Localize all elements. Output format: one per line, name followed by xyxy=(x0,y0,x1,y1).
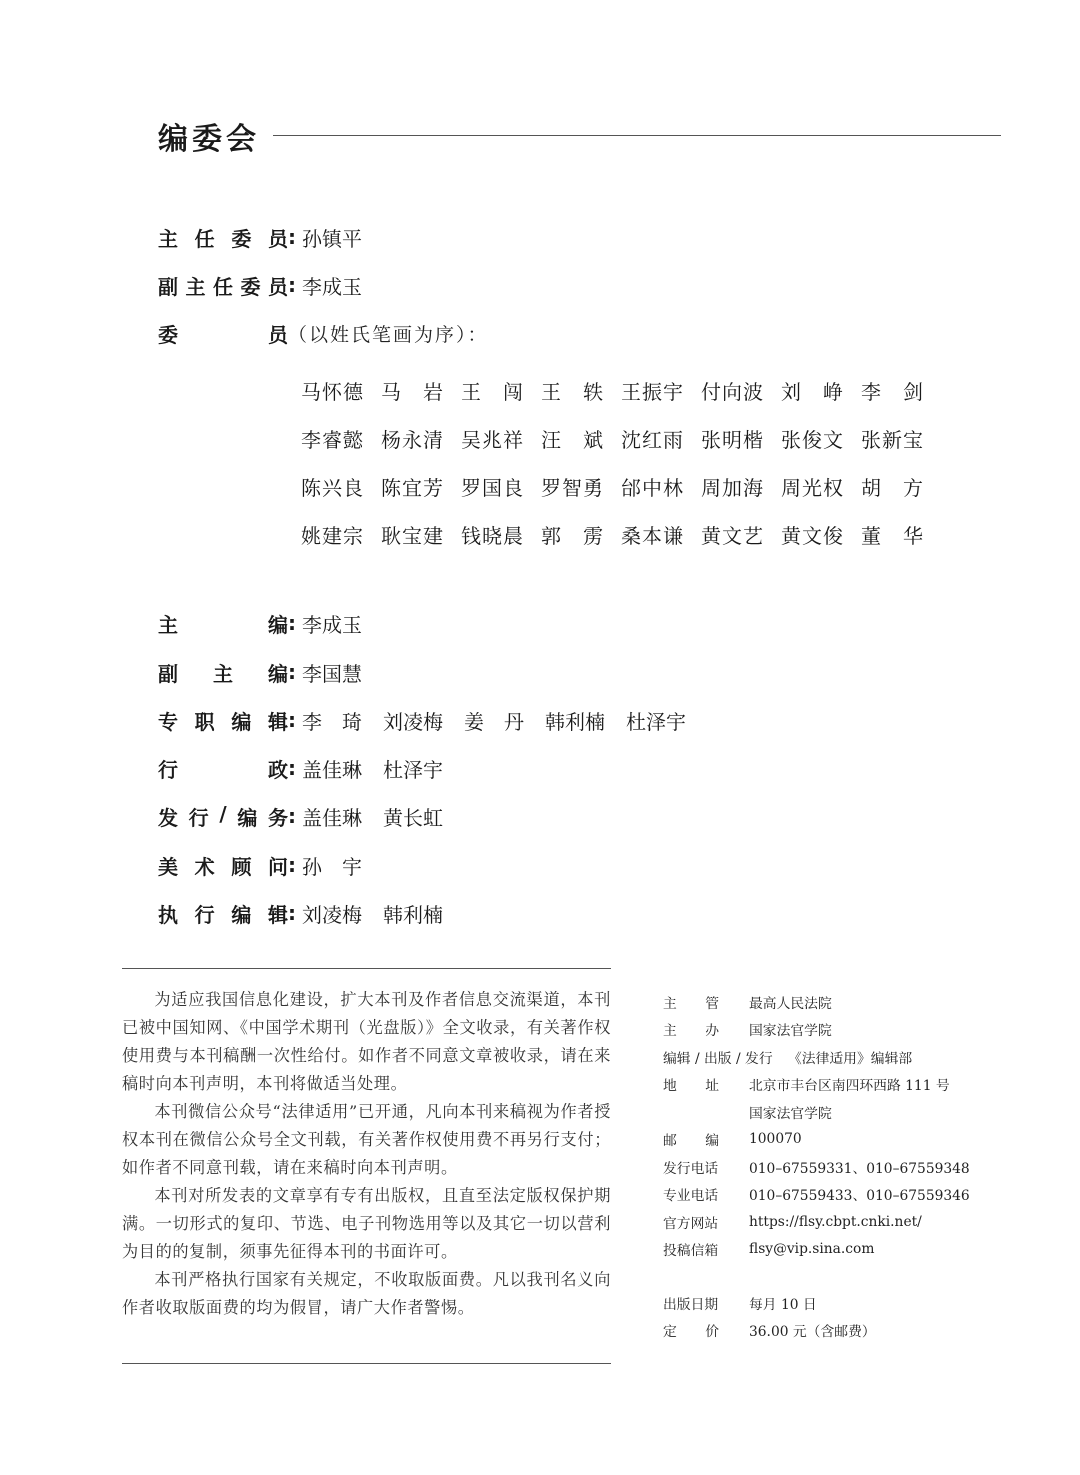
role-colon: : xyxy=(288,660,296,684)
info-row xyxy=(663,1126,970,1154)
info-row xyxy=(663,1098,970,1126)
page-title: 编委会 xyxy=(158,122,260,157)
member-row xyxy=(301,414,941,462)
person-name: 盖佳琳 xyxy=(302,805,362,830)
role-value xyxy=(302,223,383,252)
member-name: 刘 峥 xyxy=(781,379,844,404)
role-value xyxy=(302,802,464,831)
member-name: 王 闯 xyxy=(461,379,524,404)
info-value: 国家法官学院 xyxy=(749,1023,832,1040)
member-name: 周加海 xyxy=(701,475,764,500)
member-name: 李 剑 xyxy=(861,379,924,404)
member-name: 桑本谦 xyxy=(621,523,684,548)
person-name: 李 琦 xyxy=(302,709,362,734)
role-label: 主 任 委 员 xyxy=(158,226,288,251)
role-colon: : xyxy=(288,611,296,635)
role-label: 行 政 xyxy=(158,757,288,782)
members-order-note: （以姓氏笔画为序）： xyxy=(288,323,489,346)
editor-row xyxy=(158,898,464,928)
info-key: 官方网站 xyxy=(663,1215,719,1232)
info-value: 北京市丰台区南四环西路 111 号 xyxy=(749,1078,950,1095)
member-name: 杨永清 xyxy=(381,427,444,452)
role-value xyxy=(302,851,383,880)
member-name: 黄文俊 xyxy=(781,523,844,548)
info-value: 010–67559331、010–67559348 xyxy=(749,1160,970,1177)
editor-row xyxy=(158,801,464,831)
role-value xyxy=(302,271,383,300)
member-name: 董 华 xyxy=(861,523,924,548)
member-name: 胡 方 xyxy=(861,475,924,500)
role-label: 副 主 任 委 员 xyxy=(158,274,288,299)
person-name: 刘凌梅 xyxy=(383,709,443,734)
role-label: 专 职 编 辑 xyxy=(158,709,288,734)
member-name: 耿宝建 xyxy=(381,523,444,548)
member-name: 马 岩 xyxy=(381,379,444,404)
info-key: 出版日期 xyxy=(663,1296,719,1313)
info-row xyxy=(663,1317,970,1345)
member-row xyxy=(301,510,941,558)
member-name: 郭 雳 xyxy=(541,523,604,548)
person-name: 姜 丹 xyxy=(464,709,524,734)
member-name: 王振宇 xyxy=(621,379,684,404)
member-name: 钱晓晨 xyxy=(461,523,524,548)
member-name: 张新宝 xyxy=(861,427,924,452)
person-name: 刘凌梅 xyxy=(302,902,362,927)
label-char: 委 xyxy=(158,322,178,347)
info-key: 投稿信箱 xyxy=(663,1243,719,1260)
role-label xyxy=(158,319,288,348)
info-row xyxy=(663,1208,970,1236)
info-value: 《法律适用》编辑部 xyxy=(788,1050,913,1067)
info-key: 地 址 xyxy=(663,1078,719,1095)
website-link[interactable]: https://flsy.cbpt.cnki.net/ xyxy=(749,1213,922,1230)
info-row xyxy=(663,1236,970,1264)
role-label: 执 行 编 辑 xyxy=(158,902,288,927)
title-rule xyxy=(273,135,1001,136)
person-name: 黄长虹 xyxy=(383,805,443,830)
role-value xyxy=(302,899,464,928)
role-value xyxy=(302,609,383,638)
info-key: 主 管 xyxy=(663,995,719,1012)
member-name: 马怀德 xyxy=(301,379,364,404)
member-name: 付向波 xyxy=(701,379,764,404)
role-colon: : xyxy=(288,225,296,249)
role-colon: : xyxy=(288,901,296,925)
member-grid xyxy=(301,366,941,558)
info-value: 最高人民法院 xyxy=(749,995,832,1012)
person-name: 韩利楠 xyxy=(383,902,443,927)
info-value: 36.00 元（含邮费） xyxy=(749,1324,876,1341)
notice-paragraph: 本刊对所发表的文章享有专有出版权，且直至法定版权保护期满。一切形式的复印、节选、电子刊物选用等以及其它一切以营利为目的的复制，须事先征得本刊的书面许可。 xyxy=(122,1186,611,1261)
info-value: 100070 xyxy=(749,1131,802,1148)
email-link[interactable]: flsy@vip.sina.com xyxy=(749,1241,875,1258)
role-deputy-director xyxy=(158,270,383,300)
member-row xyxy=(301,462,941,510)
notice-paragraph: 为适应我国信息化建设，扩大本刊及作者信息交流渠道，本刊已被中国知网、《中国学术期刊（光盘版）》全文收录，有关著作权使用费与本刊稿酬一次性给付。如作者不同意文章被收录，请在来稿时向本刊声明，本刊将做适当处理。 xyxy=(122,990,611,1093)
person-name: 杜泽宇 xyxy=(383,757,443,782)
member-name: 沈红雨 xyxy=(621,427,684,452)
role-members xyxy=(158,318,489,348)
info-key: 主 办 xyxy=(663,1023,719,1040)
member-name: 陈宜芳 xyxy=(381,475,444,500)
role-value xyxy=(302,754,464,783)
member-name: 李睿懿 xyxy=(301,427,364,452)
role-colon: : xyxy=(288,853,296,877)
role-director xyxy=(158,222,383,252)
notice-bottom-rule xyxy=(122,1363,611,1364)
person-name: 李成玉 xyxy=(302,274,362,299)
info-value: 国家法官学院 xyxy=(749,1105,832,1122)
editor-row xyxy=(158,705,707,735)
info-row xyxy=(663,1016,970,1044)
role-value xyxy=(302,706,707,735)
person-name: 李成玉 xyxy=(302,612,362,637)
person-name: 韩利楠 xyxy=(545,709,605,734)
info-row xyxy=(663,1153,970,1181)
member-name: 汪 斌 xyxy=(541,427,604,452)
editor-row xyxy=(158,850,383,880)
person-name: 盖佳琳 xyxy=(302,757,362,782)
member-name: 罗国良 xyxy=(461,475,524,500)
info-value: 每月 10 日 xyxy=(749,1296,817,1313)
role-colon: : xyxy=(288,273,296,297)
member-name: 罗智勇 xyxy=(541,475,604,500)
person-name: 孙 宇 xyxy=(302,854,362,879)
publication-info xyxy=(663,988,970,1344)
role-label: 副 主 编 xyxy=(158,661,288,686)
member-name: 王 轶 xyxy=(541,379,604,404)
info-key: 邮 编 xyxy=(663,1133,719,1150)
notice-top-rule xyxy=(122,968,611,969)
member-name: 邰中林 xyxy=(621,475,684,500)
editor-row xyxy=(158,657,383,687)
editor-row xyxy=(158,753,464,783)
info-value: 010–67559433、010–67559346 xyxy=(749,1188,970,1205)
copyright-notice xyxy=(122,986,611,1322)
member-name: 黄文艺 xyxy=(701,523,764,548)
info-key: 编辑 / 出版 / 发行 xyxy=(663,1050,773,1067)
info-key: 定 价 xyxy=(663,1324,719,1341)
editor-row xyxy=(158,608,383,638)
info-key: 发行电话 xyxy=(663,1160,719,1177)
person-name: 杜泽宇 xyxy=(626,709,686,734)
role-colon: : xyxy=(288,756,296,780)
role-colon: : xyxy=(288,708,296,732)
notice-paragraph: 本刊微信公众号“法律适用”已开通，凡向本刊来稿视为作者授权本刊在微信公众号全文刊载，有关著作权使用费不再另行支付；如作者不同意刊载，请在来稿时向本刊声明。 xyxy=(122,1102,611,1177)
info-gap xyxy=(663,1263,970,1289)
person-name: 孙镇平 xyxy=(302,226,362,251)
member-name: 周光权 xyxy=(781,475,844,500)
role-label: 主 编 xyxy=(158,612,288,637)
member-row xyxy=(301,366,941,414)
notice-paragraph: 本刊严格执行国家有关规定，不收取版面费。凡以我刊名义向作者收取版面费的均为假冒，请广大作者警惕。 xyxy=(122,1270,611,1317)
info-row xyxy=(663,1043,970,1071)
role-colon: : xyxy=(288,804,296,828)
member-name: 陈兴良 xyxy=(301,475,364,500)
person-name: 李国慧 xyxy=(302,661,362,686)
member-name: 吴兆祥 xyxy=(461,427,524,452)
info-row xyxy=(663,1071,970,1099)
role-value xyxy=(302,658,383,687)
label-char: 员 xyxy=(268,322,288,347)
member-name: 姚建宗 xyxy=(301,523,364,548)
role-label: 美 术 顾 问 xyxy=(158,854,288,879)
info-row xyxy=(663,988,970,1016)
role-label: 发 行 / 编 务 xyxy=(158,801,288,830)
info-row xyxy=(663,1289,970,1317)
info-key: 专业电话 xyxy=(663,1188,719,1205)
member-name: 张俊文 xyxy=(781,427,844,452)
member-name: 张明楷 xyxy=(701,427,764,452)
info-row xyxy=(663,1181,970,1209)
